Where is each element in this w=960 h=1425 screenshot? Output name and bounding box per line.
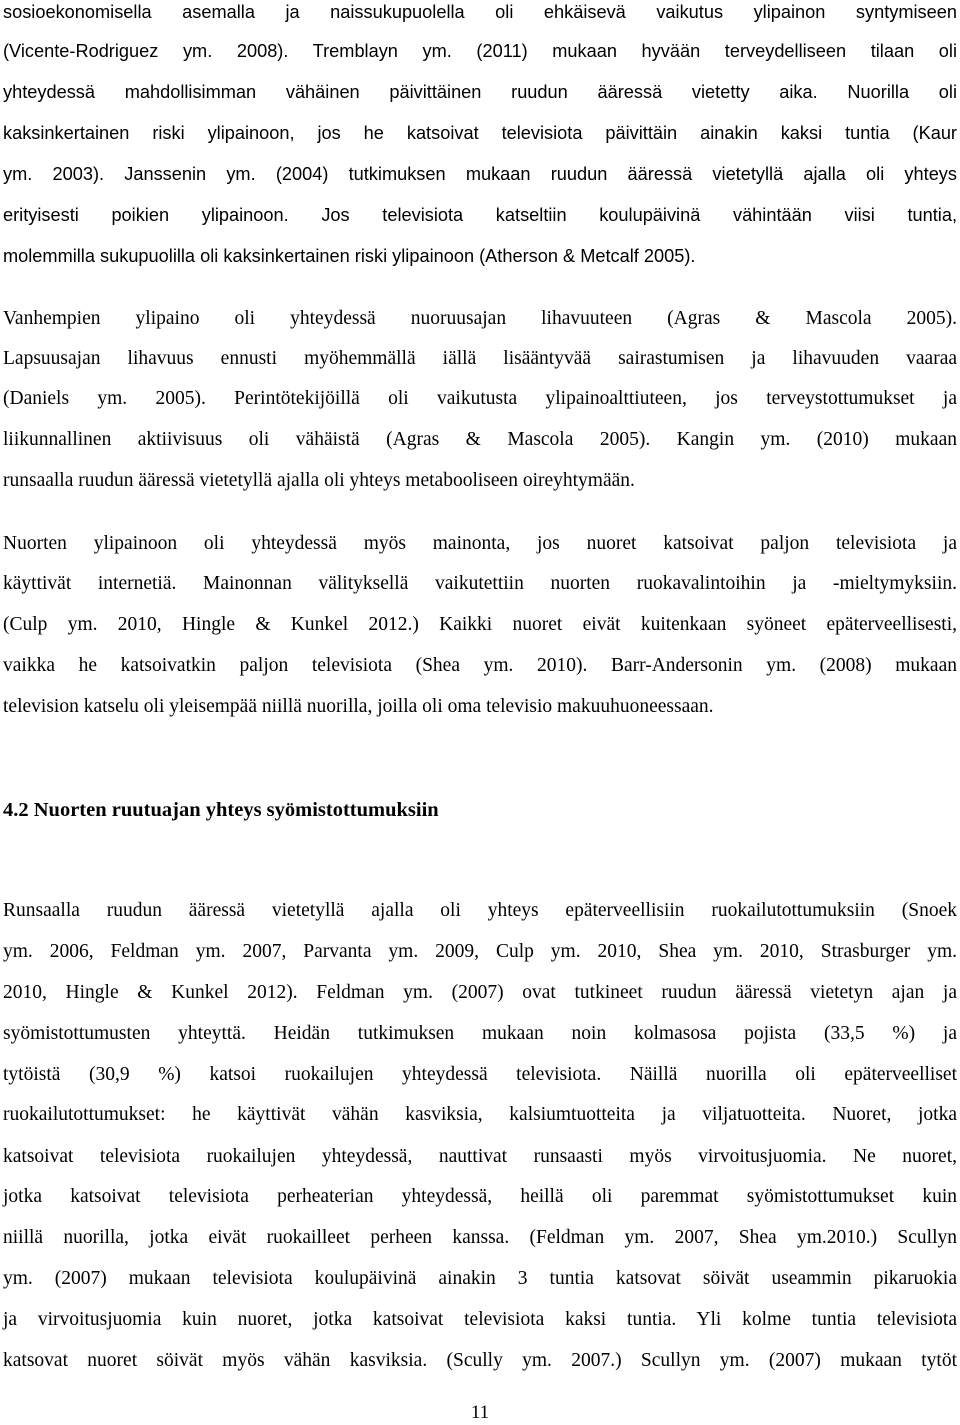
paragraph-2-line: liikunnallinen aktiivisuus oli vähäistä (Agras & Mascola 2005). Kangin ym. (2010) mukaan	[3, 429, 957, 450]
paragraph-1-line: molemmilla sukupuolilla oli kaksinkertainen riski ylipainoon (Atherson & Metcalf 2005).	[3, 246, 696, 266]
paragraph-3-line: vaikka he katsoivatkin paljon televisiota (Shea ym. 2010). Barr-Andersonin ym. (2008) mukaan	[3, 655, 957, 676]
paragraph-4-line: ym. 2006, Feldman ym. 2007, Parvanta ym. 2009, Culp ym. 2010, Shea ym. 2010, Strasburger ym.	[3, 941, 957, 962]
paragraph-4-line: jotka katsoivat televisiota perheaterian yhteydessä, heillä oli paremmat syömistottumukset kuin	[3, 1186, 957, 1207]
paragraph-1-line: erityisesti poikien ylipainoon. Jos televisiota katseltiin koulupäivinä vähintään viisi tuntia,	[3, 205, 957, 225]
paragraph-4-line: katsoivat televisiota ruokailujen yhteydessä, nauttivat runsaasti myös virvoitusjuomia. Ne nuoret,	[3, 1146, 957, 1167]
paragraph-4-line: ja virvoitusjuomia kuin nuoret, jotka katsoivat televisiota kaksi tuntia. Yli kolme tuntia televisiota	[3, 1309, 957, 1330]
paragraph-3-line: (Culp ym. 2010, Hingle & Kunkel 2012.) Kaikki nuoret eivät kuitenkaan syöneet epäterveellisesti,	[3, 614, 957, 635]
paragraph-3-line: television katselu oli yleisempää niillä nuorilla, joilla oli oma televisio makuuhuoneessaan.	[3, 696, 714, 717]
paragraph-4-line: Runsaalla ruudun ääressä vietetyllä ajalla oli yhteys epäterveellisiin ruokailutottumuksiin (Snoek	[3, 900, 957, 921]
paragraph-2-line: Vanhempien ylipaino oli yhteydessä nuoruusajan lihavuuteen (Agras & Mascola 2005).	[3, 308, 957, 329]
page-number: 11	[470, 1402, 490, 1423]
paragraph-3-line: Nuorten ylipainoon oli yhteydessä myös mainonta, jos nuoret katsoivat paljon televisiota ja	[3, 533, 957, 554]
paragraph-1-line: ym. 2003). Janssenin ym. (2004) tutkimuksen mukaan ruudun ääressä vietetyllä ajalla oli yhteys	[3, 164, 957, 184]
paragraph-3-line: käyttivät internetiä. Mainonnan välityksellä vaikutettiin nuorten ruokavalintoihin ja -mieltymyksiin.	[3, 573, 957, 594]
paragraph-2-line: runsaalla ruudun ääressä vietetyllä ajalla oli yhteys metabooliseen oireyhtymään.	[3, 470, 635, 491]
paragraph-4-line: ym. (2007) mukaan televisiota koulupäivinä ainakin 3 tuntia katsovat söivät useammin pikaruokia	[3, 1268, 957, 1289]
paragraph-1-line: yhteydessä mahdollisimman vähäinen päivittäinen ruudun ääressä vietetty aika. Nuorilla oli	[3, 82, 957, 102]
paragraph-2-line: Lapsuusajan lihavuus ennusti myöhemmällä iällä lisääntyvää sairastumisen ja lihavuuden vaaraa	[3, 348, 957, 369]
paragraph-2-line: (Daniels ym. 2005). Perintötekijöillä oli vaikutusta ylipainoalttiuteen, jos terveystottumukset ja	[3, 388, 957, 409]
paragraph-4-line: tytöistä (30,9 %) katsoi ruokailujen yhteydessä televisiota. Näillä nuorilla oli epäterveelliset	[3, 1064, 957, 1085]
section-heading: 4.2 Nuorten ruutuajan yhteys syömistottumuksiin	[3, 799, 439, 821]
paragraph-4-line: 2010, Hingle & Kunkel 2012). Feldman ym. (2007) ovat tutkineet ruudun ääressä vietetyn ajan ja	[3, 982, 957, 1003]
paragraph-1-line: sosioekonomisella asemalla ja naissukupuolella oli ehkäisevä vaikutus ylipainon syntymiseen	[3, 2, 957, 22]
paragraph-4-line: katsovat nuoret söivät myös vähän kasviksia. (Scully ym. 2007.) Scullyn ym. (2007) mukaan tytöt	[3, 1350, 957, 1371]
paragraph-1-line: (Vicente-Rodriguez ym. 2008). Tremblayn ym. (2011) mukaan hyvään terveydelliseen tilaan oli	[3, 41, 957, 61]
paragraph-4-line: ruokailutottumukset: he käyttivät vähän kasviksia, kalsiumtuotteita ja viljatuotteita. Nuoret, jotka	[3, 1104, 957, 1125]
paragraph-4-line: syömistottumusten yhteyttä. Heidän tutkimuksen mukaan noin kolmasosa pojista (33,5 %) ja	[3, 1023, 957, 1044]
paragraph-4-line: niillä nuorilla, jotka eivät ruokailleet perheen kanssa. (Feldman ym. 2007, Shea ym.2010.) Scullyn	[3, 1227, 957, 1248]
paragraph-1-line: kaksinkertainen riski ylipainoon, jos he katsoivat televisiota päivittäin ainakin kaksi tuntia (Kaur	[3, 123, 957, 143]
